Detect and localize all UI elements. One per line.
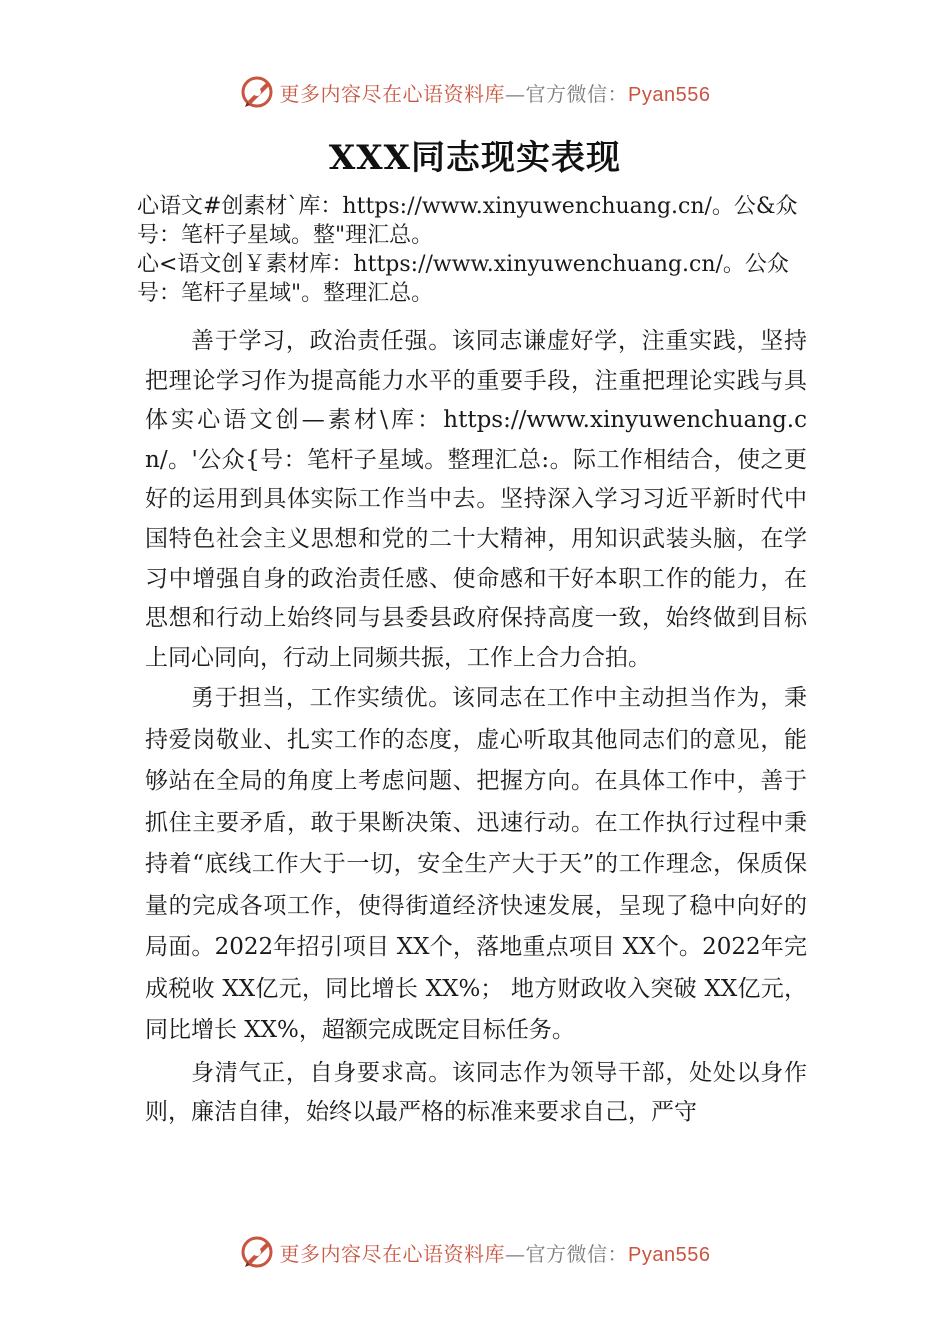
watermark-line: 心语文#创素材`库：https://www.xinyuwenchuang.cn/。公&众号：笔杆子星域。整"理汇总。 [137,194,798,248]
paragraph: 善于学习，政治责任强。该同志谦虚好学，注重实践，坚持把理论学习作为提高能力水平的重要手段，注重把理论实践与具体实心语文创—素材\库：https://www.xinyuwenchuang.cn/。'公众{号：笔杆子星域。整理汇总:。际工作相结合，使之更好的运用到具体实际工作当中去。坚持深入学习习近平新时代中国特色社会主义思想和党的二十大精神，用知识武装头脑，在学习中增强自身的政治责任感、使命感和干好本职工作的能力，在思想和行动上始终同与县委县政府保持高度一致，始终做到目标上同心同向，行动上同频共振，工作上合力合拍。 [145,328,807,671]
pen-logo-icon [240,75,274,109]
paragraph: 勇于担当，工作实绩优。该同志在工作中主动担当作为，秉持爱岗敬业、扎实工作的态度，虚心听取其他同志们的意见，能够站在全局的角度上考虑问题、把握方向。在具体工作中，善于抓住主要矛盾，敢于果断决策、迅速行动。在工作执行过程中秉持着“底线工作大于一切，安全生产大于天”的工作理念，保质保量的完成各项工作，使得街道经济快速发展，呈现了稳中向好的局面。2022年招引项目 XX个，落地重点项目 XX个。2022年完成税收 XX亿元，同比增长 XX%； 地方财政收入突破 XX亿元，同比增长 XX%，超额完成既定目标任务。 [145,685,807,1044]
footer-banner [0,1232,950,1272]
paragraph: 身清气正，自身要求高。该同志作为领导干部，处处以身作则，廉洁自律，始终以最严格的标准来要求自己，严守 [145,1059,807,1126]
watermark-line: 心<语文创￥素材库：https://www.xinyuwenchuang.cn/。公众号：笔杆子星域"。整理汇总。 [137,252,789,306]
document-title: XXX同志现实表现 [328,138,622,178]
banner-text: 更多内容尽在心语资料库—官方微信：Pyan556 [279,81,711,106]
pen-logo-icon [240,1235,274,1269]
document-body [145,322,807,1133]
banner-text: 更多内容尽在心语资料库—官方微信：Pyan556 [279,1241,711,1266]
header-banner [0,72,950,112]
